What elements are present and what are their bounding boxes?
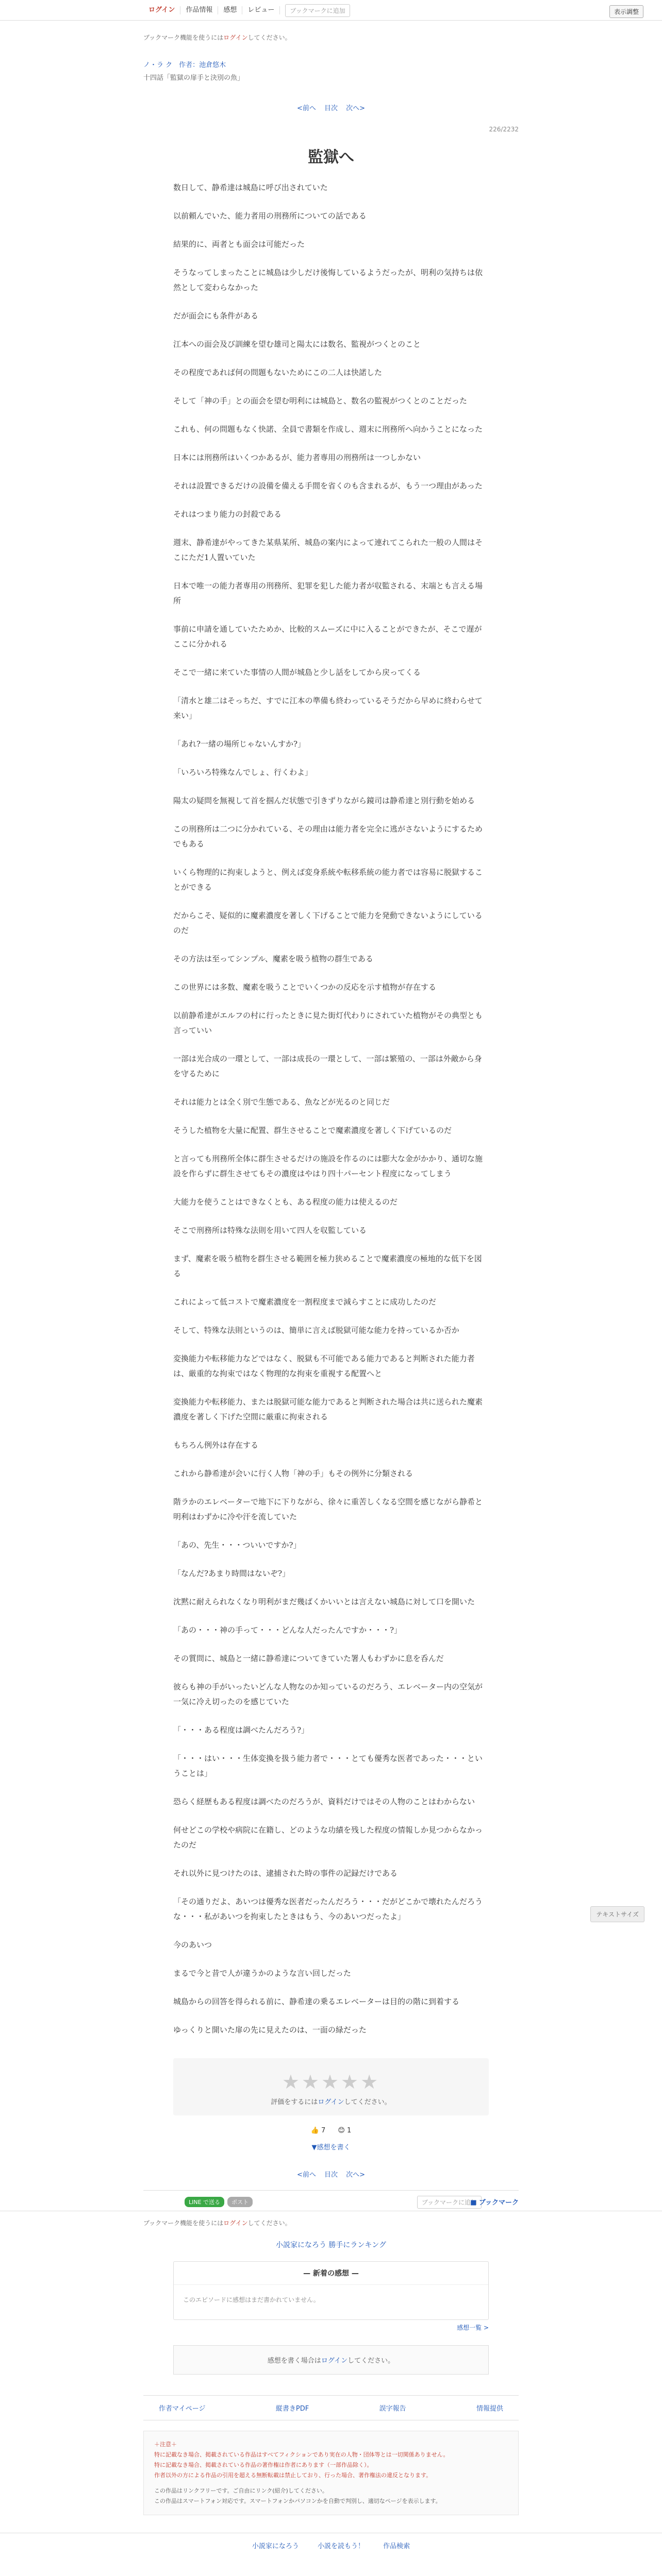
impressions-list-link[interactable]: 感想一覧 > <box>457 2324 489 2331</box>
body-paragraph: 週末、静希達がやってきた某県某所、城島の案内によって連れてこられた一般の人間はそこにただ1人置いていた <box>173 538 483 562</box>
footer-syosetu-link[interactable]: 小説家になろう <box>252 2543 299 2550</box>
login-box-link[interactable]: ログイン <box>321 2357 348 2365</box>
prev-link[interactable]: <前へ <box>296 105 316 112</box>
notice2-login-link[interactable]: ログイン <box>223 2219 248 2227</box>
novel-container <box>143 33 519 2191</box>
bookmark-label[interactable]: ■ ブックマーク <box>470 2199 519 2207</box>
bookmark-notice <box>143 33 519 42</box>
login-box-post: してください。 <box>347 2357 395 2365</box>
next-link-bottom[interactable]: 次へ> <box>346 2171 366 2179</box>
pager-bottom <box>143 2169 519 2191</box>
body-paragraph: 今のあいつ <box>173 1940 212 1950</box>
share-tags <box>185 2197 253 2207</box>
body-paragraph: ゆっくりと開いた扉の先に見えたのは、一面の緑だった <box>173 2025 367 2035</box>
caution-line: ＋注意＋ <box>154 2441 177 2448</box>
body-paragraph: まるで今と昔で人が違うかのような言い回しだった <box>173 1969 351 1978</box>
footer-yomou-link[interactable]: 小説を読もう！ <box>317 2543 365 2550</box>
caution-line: 作者以外の方による作品の引用を超える無断転載は禁止しており、行った場合、著作権法の違反となります。 <box>154 2472 432 2479</box>
body-paragraph: 変換能力や転移能力、または脱獄可能な能力であると判断された場合は共に送られた魔素濃度を著しく下げた空間に厳重に拘束される <box>173 1397 483 1421</box>
header-nav <box>143 0 350 21</box>
rating-login-link[interactable]: ログイン <box>318 2098 344 2106</box>
body-paragraph: この世界には多数、魔素を吸うことでいくつかの反応を示す植物が存在する <box>173 982 437 992</box>
notice2-text: ブックマーク機能を使うには <box>143 2219 224 2227</box>
rating-msg-post: してください。 <box>344 2098 391 2106</box>
site-footer <box>0 2533 662 2564</box>
bookmark-notice-bottom <box>143 2218 519 2227</box>
body-paragraph: そうした植物を大量に配置、群生させることで魔素濃度を著しく下げているのだ <box>173 1126 452 1135</box>
body-paragraph: 城島からの回答を得られる前に、静希達の乗るエレベーターは目的の階に到着する <box>173 1997 460 2006</box>
body-paragraph: 変換能力や転移能力などではなく、脱獄も不可能である能力であると判断された能力者は、厳重的な拘束ではなく物理的な拘束を重視する配置へと <box>173 1354 475 1378</box>
body-paragraph: 沈黙に耐えられなくなり明利がまだ幾ばくかいいとは言えない城島に対して口を開いた <box>173 1597 475 1606</box>
body-paragraph: そこで刑務所は特殊な法則を用いて四人を収監している <box>173 1226 367 1235</box>
body-paragraph: 江本への面会及び訓練を望む雄司と陽太には数名、監視がつくとのこと <box>173 340 421 349</box>
write-impression-link[interactable]: ▼感想を書く <box>311 2144 351 2151</box>
add-bookmark-button[interactable]: ブックマークに追加 <box>285 4 350 17</box>
body-paragraph: そして、特殊な法則というのは、簡単に言えば脱獄可能な能力を持っているか否か <box>173 1326 459 1335</box>
caution-info-line: この作品はリンクフリーです。ご自由にリンク(紹介)してください。 <box>154 2487 328 2494</box>
prev-link-bottom[interactable]: <前へ <box>296 2171 316 2179</box>
body-paragraph: この刑務所は二つに分かれている、その理由は能力者を完全に逃がさないようにするためでもある <box>173 824 483 849</box>
body-paragraph: 以前頼んでいた、能力者用の刑務所についての話である <box>173 211 367 221</box>
notice-text: ブックマーク機能を使うには <box>143 34 224 41</box>
body-paragraph: まず、魔素を吸う植物を群生させる範囲を極力狭めることで魔素濃度の極地的な低下を図る <box>173 1254 482 1278</box>
body-paragraph: 彼らも神の手がいったいどんな人物なのか知っているのだろう、エレベーター内の空気が一気に冷え切ったのを感じていた <box>173 1682 483 1706</box>
reactions <box>143 2127 519 2134</box>
body-paragraph: 階ラかのエレベーターで地下に下りながら、徐々に重苦しくなる空間を感じながら静希と明利はわずかに冷や汗を流していた <box>173 1497 483 1521</box>
caution-line: 特に記載なき場合、掲載されている作品はすべてフィクションであり実在の人物・団体等とは一切関係ありません。 <box>154 2451 449 2458</box>
rating-box <box>173 2058 489 2115</box>
body-paragraph: もちろん例外は存在する <box>173 1440 259 1450</box>
body-paragraph: 日本で唯一の能力者専用の刑務所、犯罪を犯した能力者が収監される、末端とも言える場所 <box>173 581 483 605</box>
vertical-pdf-link[interactable]: 縦書きPDF <box>275 2405 309 2413</box>
notice2-text-end: してください。 <box>247 2219 291 2227</box>
notice-login-link[interactable]: ログイン <box>223 34 248 41</box>
body-paragraph: そうなってしまったことに城島は少しだけ後悔しているようだったが、明利の気持ちは依然として変わらなかった <box>173 268 483 292</box>
notice-text-end: してください。 <box>247 34 291 41</box>
line-share-button[interactable]: LINE で送る <box>185 2197 224 2207</box>
body-paragraph: だが面会にも条件がある <box>173 311 259 320</box>
author-page-link[interactable]: 作者マイページ <box>159 2405 206 2413</box>
display-settings-button[interactable]: 表示調整 <box>609 5 643 18</box>
body-paragraph: 「あの・・・神の手って・・・どんな人だったんですか・・・?」 <box>173 1625 402 1635</box>
body-paragraph: その質問に、城島と一緒に静希達についてきていた署人もわずかに息を呑んだ <box>173 1654 444 1663</box>
login-box-pre: 感想を書く場合は <box>267 2357 321 2365</box>
novel-body <box>173 180 489 2038</box>
body-paragraph: それ以外に見つけたのは、逮捕された時の事件の記録だけである <box>173 1869 398 1878</box>
body-paragraph: これも、何の問題もなく快諾、全員で書類を作成し、週末に刑務所へ向かうことになった <box>173 425 483 434</box>
next-link[interactable]: 次へ> <box>346 105 366 112</box>
body-paragraph: 「なんだ?あまり時間はないぞ?」 <box>173 1569 290 1578</box>
body-paragraph: そして「神の手」との面会を望む明利には城島と、数名の監視がつくとのことだった <box>173 396 468 405</box>
bottom-container <box>143 2218 519 2250</box>
body-paragraph: いくら物理的に拘束しようと、例えば変身系統や転移系統の能力者では容易に脱獄することができる <box>173 868 483 892</box>
pager-top <box>143 103 519 112</box>
body-paragraph: 「あれ?一緒の場所じゃないんすか?」 <box>173 739 306 749</box>
chapter-subtitle: 十四話「監獄の扉手と決別の魚」 <box>143 74 244 82</box>
body-paragraph: と言っても刑務所全体に群生させるだけの施設を作るのには膨大な金がかかり、通切な施設を作らずに群生させてもその濃度はやはり四十パーセント程度になってしまう <box>173 1154 483 1178</box>
episode-number: 226/2232 <box>489 126 519 133</box>
body-paragraph: だからこそ、疑似的に魔素濃度を著しく下げることで能力を発動できないようにしているのだ <box>173 911 483 935</box>
body-paragraph: これから静希達が会いに行く人物「神の手」もその例外に分類される <box>173 1469 413 1478</box>
review-link[interactable]: レビュー <box>242 6 280 14</box>
body-paragraph: その方法は至ってシンプル、魔素を吸う植物の群生である <box>173 954 373 963</box>
body-paragraph: 「その通りだよ、あいつは優秀な医者だったんだろう・・・だがどこかで壊れたんだろうな・・・私があいつを拘束したときはもう、今のあいつだったよ」 <box>173 1897 483 1921</box>
impression-login-box <box>173 2345 489 2375</box>
info-report-link[interactable]: 情報提供 <box>476 2405 503 2413</box>
caution-box <box>143 2431 519 2515</box>
new-impressions-box <box>173 2261 489 2320</box>
reaction-thumbs-up[interactable]: 👍 7 <box>310 2127 326 2134</box>
typo-report-link[interactable]: 誤字報告 <box>379 2405 406 2413</box>
toc-link-bottom[interactable]: 目次 <box>324 2171 338 2179</box>
top-header <box>0 0 662 21</box>
text-size-button[interactable]: テキストサイズ <box>590 1906 644 1922</box>
body-paragraph: 何せどこの学校や病院に在籍し、どのような功績を残した程度の情報しか見つからなかったのだ <box>173 1825 483 1850</box>
body-paragraph: そこで一緒に来ていた事情の人間が城島と少し話をしてから戻ってくる <box>173 668 421 677</box>
work-info-link[interactable]: 作品情報 <box>180 6 218 14</box>
ranking-link[interactable]: 小説家になろう 勝手にランキング <box>275 2241 387 2249</box>
toc-link[interactable]: 目次 <box>324 105 338 112</box>
rating-msg-pre: 評価をするには <box>271 2098 318 2106</box>
footer-search-link[interactable]: 作品検索 <box>383 2543 410 2550</box>
reaction-smile[interactable]: 😊 1 <box>338 2127 352 2134</box>
body-paragraph: 恐らく経歴もある程度は調べたのだろうが、資料だけではその人物のことはわからない <box>173 1797 475 1806</box>
body-paragraph: 結果的に、両者とも面会は可能だった <box>173 240 305 249</box>
body-paragraph: 日本には刑務所はいくつかあるが、能力者専用の刑務所は一つしかない <box>173 453 421 462</box>
caution-line: 特に記載なき場合、掲載されている作品の著作権は作者にあります（一部作品除く）。 <box>154 2462 373 2468</box>
series-title[interactable]: ノ・ラ ク 作者：池倉悠木 <box>143 61 226 69</box>
body-paragraph: それは設置できるだけの設備を備える手間を省くのも含まれるが、もう一つ理由があった <box>173 481 483 490</box>
body-paragraph: その程度であれば何の問題もないためにこの二人は快諾した <box>173 368 383 377</box>
post-share-button[interactable]: ポスト <box>227 2197 253 2207</box>
body-paragraph: 数日して、静希達は城島に呼び出されていた <box>173 183 328 192</box>
body-paragraph: 「・・・ある程度は調べたんだろう?」 <box>173 1725 309 1735</box>
body-paragraph: 大能力を使うことはできなくとも、ある程度の能力は使えるのだ <box>173 1197 398 1207</box>
body-paragraph: 以前静希達がエルフの村に行ったときに見た街灯代わりにされていた植物がその典型とも言っていい <box>173 1011 483 1035</box>
add-bookmark-button-bottom[interactable]: ブックマークに追加 <box>417 2196 482 2209</box>
caution-info-line: この作品はスマートフォン対応です。スマートフォンかパソコンかを自動で判別し、適切なページを表示します。 <box>154 2498 441 2504</box>
body-paragraph: それは能力とは全く別で生態である、魚などが光るのと同じだ <box>173 1097 390 1107</box>
rating-stars-icon[interactable]: ★★★★★ <box>282 2071 380 2093</box>
impressions-box-title: — 新着の感想 — <box>174 2262 488 2285</box>
caution-spacer <box>154 2481 508 2486</box>
body-paragraph: 一部は光合成の一環として、一部は成長の一環として、一部は繁殖の、一部は外敵から身を守るために <box>173 1054 482 1078</box>
body-paragraph: それはつまり能力の封殺である <box>173 510 282 519</box>
share-row <box>0 2191 662 2211</box>
body-paragraph: 事前に申請を通していたためか、比較的スムーズに中に入ることができたが、そこで遅がここに分かれる <box>173 624 482 649</box>
body-paragraph: これによって低コストで魔素濃度を一割程度まで減らすことに成功したのだ <box>173 1297 437 1307</box>
body-paragraph: 「清水と雄二はそっちだ、すでに江本の準備も終わっているそうだから早めに終わらせて来い」 <box>173 696 483 720</box>
body-paragraph: 「いろいろ特殊なんでしょ、行くわよ」 <box>173 768 313 777</box>
impressions-link[interactable]: 感想 <box>218 6 242 14</box>
body-paragraph: 「あの、先生・・・ついいですか?」 <box>173 1540 301 1550</box>
body-paragraph: 「・・・はい・・・生体変換を扱う能力者で・・・とても優秀な医者であった・・・ということは」 <box>173 1754 483 1778</box>
impressions-box-body: このエピソードに感想はまだ書かれていません。 <box>183 2296 320 2303</box>
login-link[interactable]: ログイン <box>143 6 180 14</box>
episode-title: 監獄へ <box>308 148 354 166</box>
body-paragraph: 陽太の疑問を無視して首を掴んだ状態で引きずりながら鏡司は静希達と別行動を始める <box>173 796 475 805</box>
work-links <box>143 2395 519 2420</box>
rating-message <box>173 2096 489 2106</box>
